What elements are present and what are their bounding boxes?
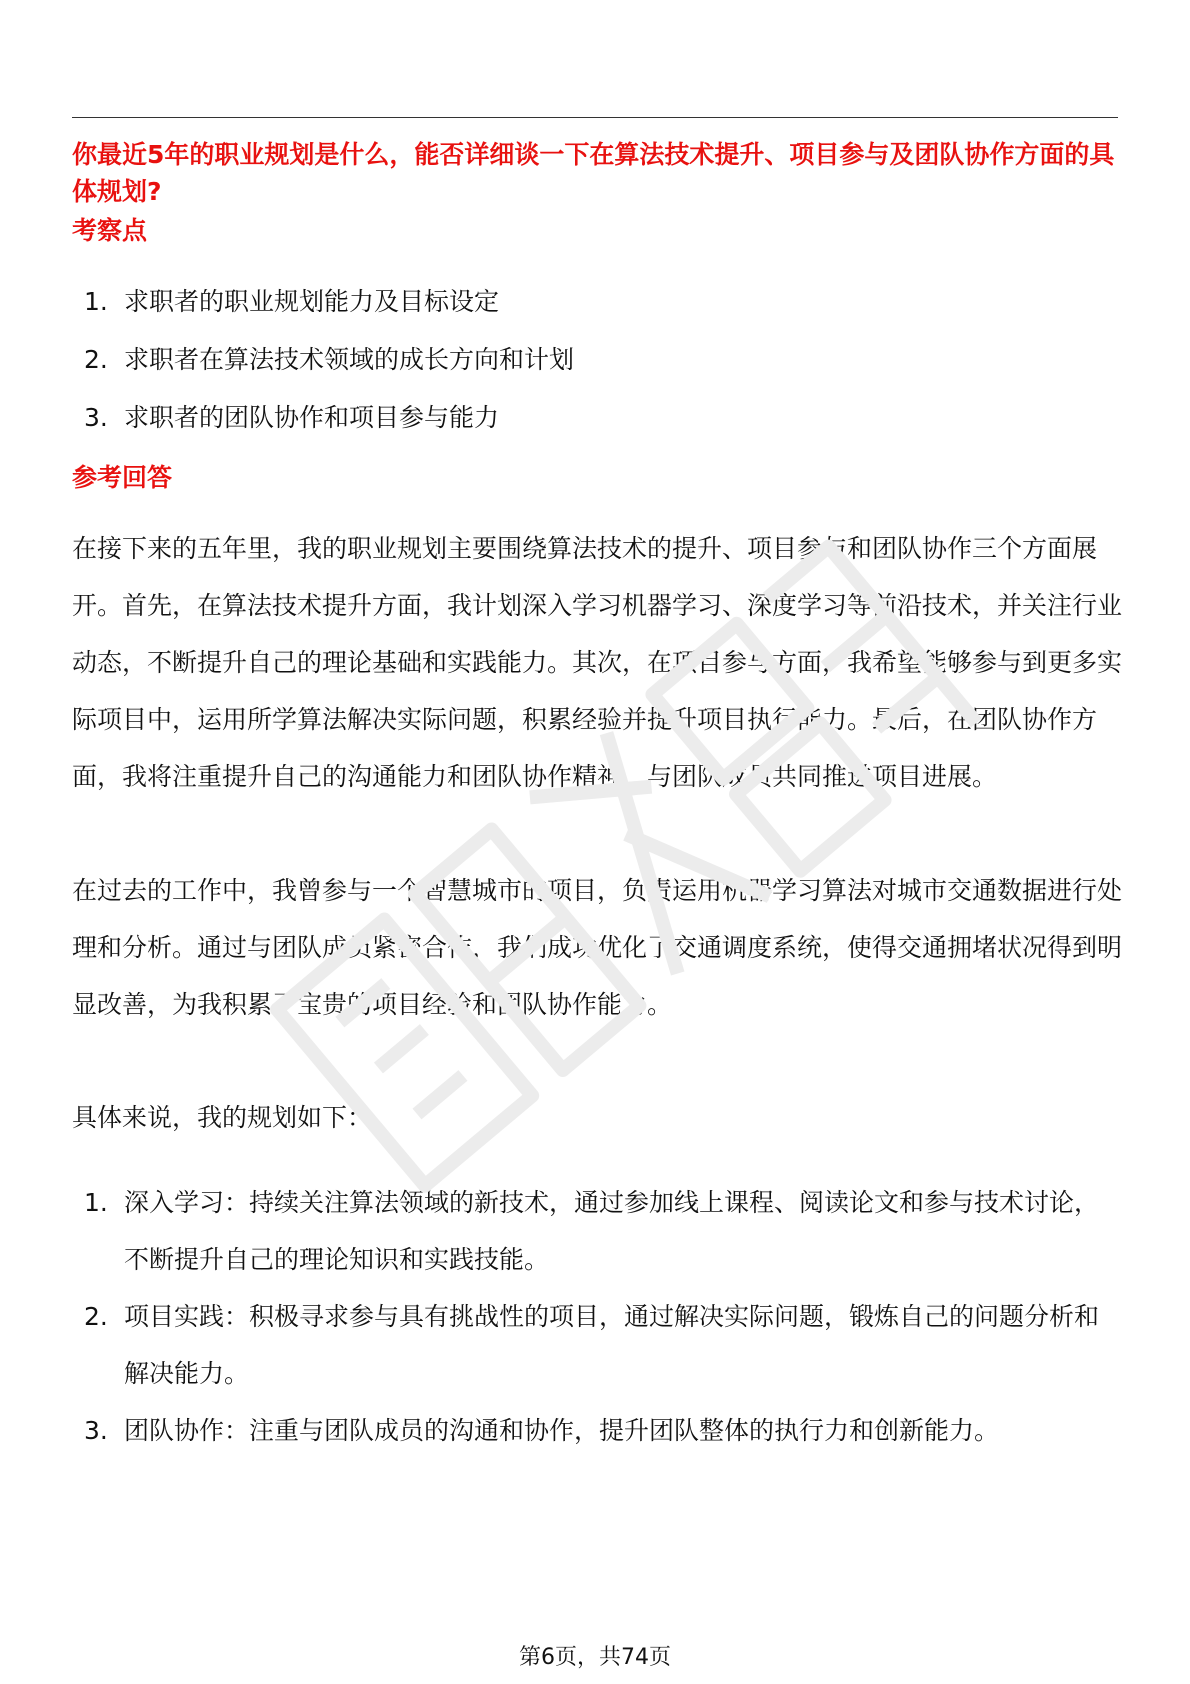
list-item-number: 3. [84, 1416, 108, 1445]
list-item-number: 3. [84, 403, 108, 432]
list-item-text: 团队协作：注重与团队成员的沟通和协作，提升团队整体的执行力和创新能力。 [124, 1416, 1000, 1445]
list-item [72, 400, 1118, 436]
page-number-footer: 第6页，共74页 [519, 1645, 671, 1670]
list-item-number: 1. [84, 287, 108, 316]
list-item-number: 2. [84, 345, 108, 374]
list-item [72, 1288, 1118, 1402]
list-item [72, 342, 1118, 378]
question-title: 你最近5年的职业规划是什么，能否详细谈一下在算法技术提升、项目参与及团队协作方面的具体规划? [72, 140, 1115, 206]
plan-list [72, 1174, 1118, 1459]
list-item-number: 2. [84, 1302, 108, 1331]
list-item-text: 求职者在算法技术领域的成长方向和计划 [124, 345, 575, 374]
list-item [72, 1174, 1118, 1288]
answer-paragraph: 在过去的工作中，我曾参与一个智慧城市的项目，负责运用机器学习算法对城市交通数据进行处理和分析。通过与团队成员紧密合作，我们成功优化了交通调度系统，使得交通拥堵状况得到明显改善，为我积累了宝贵的项目经验和团队协作能力。 [72, 876, 1123, 1019]
answer-paragraph: 具体来说，我的规划如下： [72, 1103, 373, 1132]
top-divider [72, 117, 1118, 118]
list-item [72, 1402, 1118, 1459]
list-item-text: 深入学习：持续关注算法领域的新技术，通过参加线上课程、阅读论文和参与技术讨论，不断提升自己的理论知识和实践技能。 [124, 1188, 1100, 1274]
points-heading: 考察点 [72, 216, 148, 245]
points-list [72, 284, 1118, 458]
list-item [72, 284, 1118, 320]
answer-heading: 参考回答 [72, 463, 173, 492]
list-item-text: 项目实践：积极寻求参与具有挑战性的项目，通过解决实际问题，锻炼自己的问题分析和解决能力。 [124, 1302, 1100, 1388]
answer-paragraph: 在接下来的五年里，我的职业规划主要围绕算法技术的提升、项目参与和团队协作三个方面展开。首先，在算法技术提升方面，我计划深入学习机器学习、深度学习等前沿技术，并关注行业动态，不断提升自己的理论基础和实践能力。其次，在项目参与方面，我希望能够参与到更多实际项目中，运用所学算法解决实际问题，积累经验并提升项目执行能力。最后，在团队协作方面，我将注重提升自己的沟通能力和团队协作精神，与团队成员共同推进项目进展。 [72, 534, 1123, 791]
list-item-text: 求职者的团队协作和项目参与能力 [124, 403, 500, 432]
list-item-number: 1. [84, 1188, 108, 1217]
list-item-text: 求职者的职业规划能力及目标设定 [124, 287, 500, 316]
